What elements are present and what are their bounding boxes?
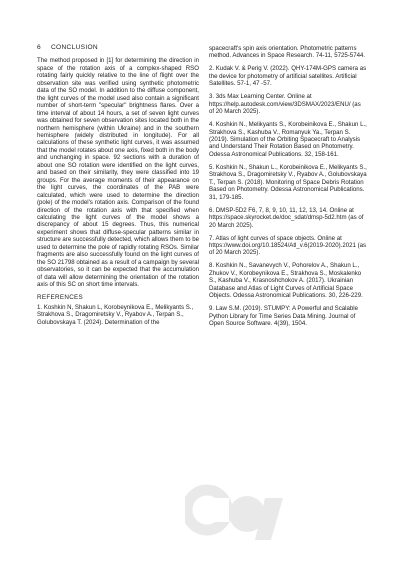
watermark-logo	[185, 470, 285, 565]
reference-item: 1. Koshkin N, Shakun L, Korobeynikova E., Melikyants S., Strakhova S., Dragomiretsky V., Ryabov A., Terpan S., Golubovskaya T. (2024). Determination of the	[37, 303, 194, 326]
left-column	[37, 44, 199, 332]
reference-item: 9. Law S.M. (2019). STUMPY: A Powerful and Scalable Python Library for Time Series Data Mining. Journal of Open Source Software. 4(39), 1504.	[209, 305, 359, 328]
reference-item: 5. Koshkin N., Shakun L., Korobeinikova E., Melikyants S., Strakhova S., Dragomiretsky V., Ryabov A., Golubovskaya T., Terpan S. (2018). Monitoring of Space Debris Rotation Based on Photometry. Odessa Astronomical Publications. 31, 179-185.	[209, 163, 367, 201]
conclusion-paragraph: The method proposed in [1] for determining the direction in space of the rotation axis of a complex-shaped RSO rotating fairly quickly relative to the line of flight over the observation site was verified using synthetic photometric data of the SO model. In addition to the diffuse component, the light curves of the model used also contain a significant number of short-term "specular" brightness flares. Over a time interval of about 14 hours, a set of seven light curves was obtained for seven observation sites located both in the northern hemisphere (within Ukraine) and in the southern hemisphere (widely distributed in longitude). For all calculations of these synthetic light curves, it was assumed that the model rotates about one axis, fixed both in the body and unchanging in space. 92 sections with a duration of about one SO rotation were identified on the light curves, and based on their similarity, they were classified into 19 groups. For the average moments of their appearance on the light curves, the coordinates of the PAB were calculated, which were used to determine the direction (pole) of the model's rotation axis. Comparison of the found direction of the rotation axis with that specified when calculating the light curves of the model shows a discrepancy of about 15 degrees. Thus, this numerical experiment shows that diffuse-specular patterns similar in structure are successfully detected, which allows them to be used to determine the pole of rapidly rotating RSOs. Similar fragments are also successfully found on the light curves of the SO 21798 obtained as a result of a campaign by several observatories, so it can be expected that the accumulation of data will allow determining the orientation of the rotation axis of this SC on short time intervals.	[37, 57, 199, 289]
reference-item: 3. 3ds Max Learning Center. Online at https://help.autodesk.com/view/3DSMAX/2023/ENU/ (as of 20 March 2025).	[209, 93, 361, 116]
reference-item: 2. Kudak V. & Perig V. (2022). QHY-174M-GPS camera as the device for photometry of artificial satellites. Artificial Satellites. 57-1, 47 -57.	[209, 65, 367, 88]
section-number: 6	[37, 44, 41, 51]
section-heading	[37, 44, 199, 51]
section-title: CONCLUSION	[51, 44, 98, 51]
right-column	[209, 45, 367, 333]
reference-item: 8. Koshkin N., Savanevych V., Pohorelov A., Shakun L., Zhukov V., Korobeynikova E., Strakhova S., Moskalenko S., Kashuba V., Krasnoshchokov A. (2017). Ukrainian Database and Atlas of Light Curves of Artificial Space Objects. Odessa Astronomical Publications. 30, 226-229.	[209, 262, 363, 300]
watermark-icon	[185, 470, 285, 565]
references-heading: REFERENCES	[37, 293, 84, 301]
reference-continuation: spacecraft's spin axis orientation. Photometric patterns method. Advances in Space Research. 74-11, 5725-5744.	[209, 45, 366, 60]
reference-item: 7. Atlas of light curves of space objects. Online at https://www.doi.org/10.18524/Atl_v.6(2019-2020).2021 (as of 20 March 2025).	[209, 234, 367, 257]
reference-item: 6. DMSP-5D2 F6, 7, 8, 9, 10, 11, 12, 13, 14. Online at https://space.skyrocket.de/doc_sdat/dmsp-5d2.htm (as of 20 March 2025).	[209, 206, 364, 229]
reference-item: 4. Koshkin N., Melikyants S., Korobeinikova E., Shakun L., Strakhova S., Kashuba V., Romanyuk Ya., Terpan S. (2019). Simulation of the Orbiting Spacecraft to Analysis and Understand Their Rotation Based on Photometry. Odessa Astronomical Publications. 32, 158-161.	[209, 121, 367, 158]
